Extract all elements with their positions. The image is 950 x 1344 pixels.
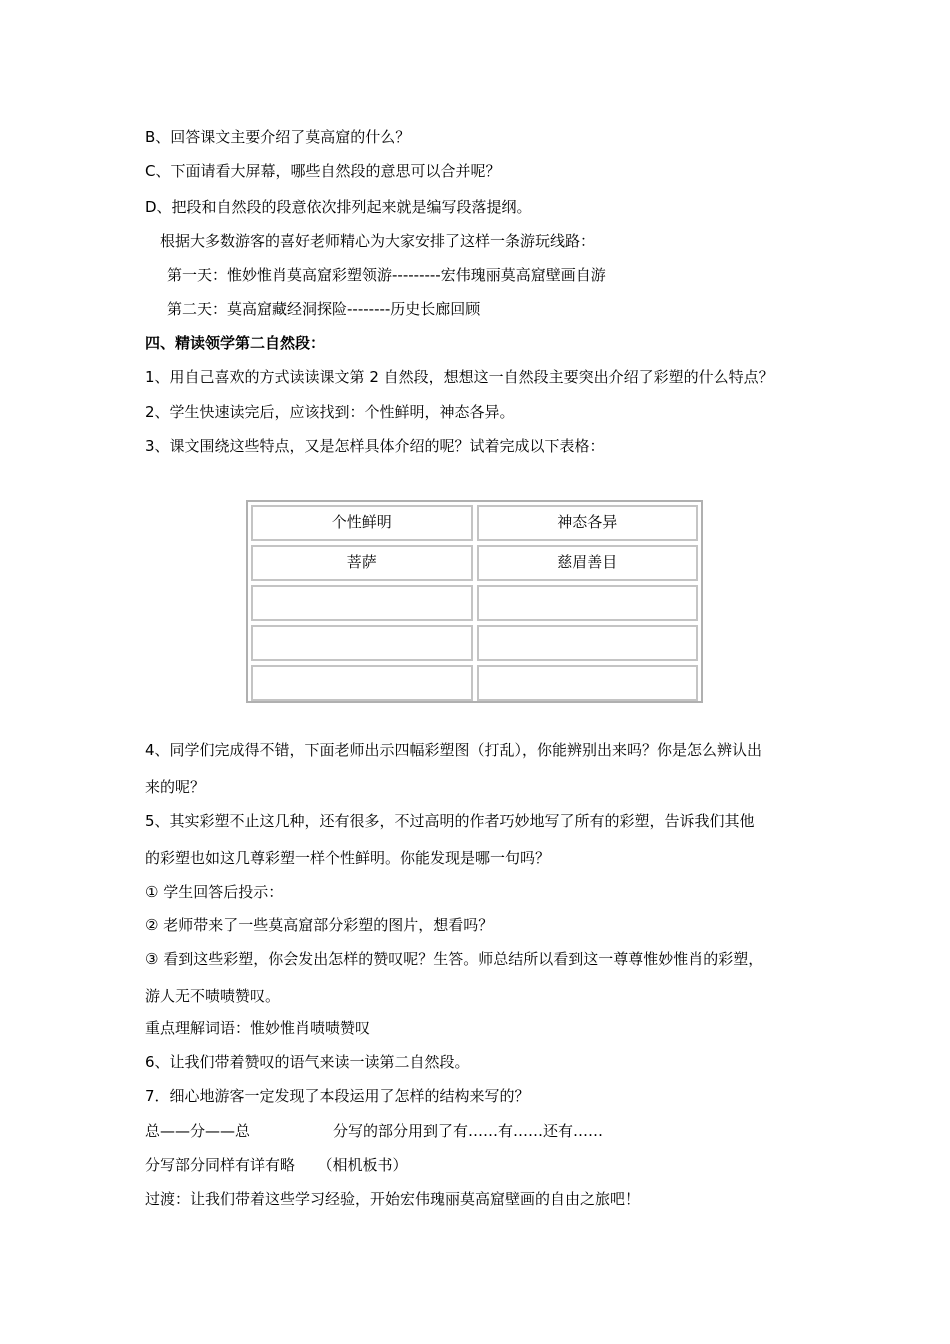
structure-total: 总——分——总: [145, 1122, 251, 1140]
item-7: 7．细心地游客一定发现了本段运用了怎样的结构来写的？: [145, 1087, 530, 1105]
circled-item-2: ② 老师带来了一些莫高窟部分彩塑的图片，想看吗？: [145, 916, 494, 934]
feature-table-grid: [251, 505, 698, 698]
table-cell: [251, 665, 473, 701]
route-day-2: 第二天：莫高窟藏经洞探险--------历史长廊回顾: [167, 300, 481, 318]
detail-note: 分写部分同样有详有略 （相机板书）: [145, 1156, 408, 1174]
item-4-line-1: 4、同学们完成得不错，下面老师出示四幅彩塑图（打乱），你能辨别出来吗？你是怎么辨认出: [145, 741, 763, 759]
route-day-1: 第一天：惟妙惟肖莫高窟彩塑领游---------宏伟瑰丽莫高窟壁画自游: [167, 266, 606, 284]
table-cell: [251, 585, 473, 621]
table-cell: 菩萨: [251, 545, 473, 581]
item-5-line-1: 5、其实彩塑不止这几种，还有很多，不过高明的作者巧妙地写了所有的彩塑，告诉我们其他: [145, 812, 755, 830]
transition: 过渡：让我们带着这些学习经验，开始宏伟瑰丽莫高窟壁画的自由之旅吧！: [145, 1190, 641, 1208]
structure-detail: 分写的部分用到了有……有……还有……: [333, 1122, 604, 1140]
table-header-cell: 神态各异: [477, 505, 699, 541]
step-d: D、把段和自然段的段意依次排列起来就是编写段落提纲。: [145, 198, 532, 216]
feature-table: [246, 500, 703, 703]
circled-item-1: ① 学生回答后投示：: [145, 883, 284, 901]
circled-item-3-line-2: 游人无不啧啧赞叹。: [145, 987, 281, 1005]
step-b: B、回答课文主要介绍了莫高窟的什么？: [145, 128, 411, 146]
key-words: 重点理解词语：惟妙惟肖啧啧赞叹: [145, 1019, 371, 1037]
item-3: 3、课文围绕这些特点，又是怎样具体介绍的呢？试着完成以下表格：: [145, 437, 605, 455]
item-4-line-2: 来的呢？: [145, 778, 206, 796]
circled-item-3-line-1: ③ 看到这些彩塑，你会发出怎样的赞叹呢？生答。师总结所以看到这一尊尊惟妙惟肖的彩塑，: [145, 950, 764, 968]
item-1: 1、用自己喜欢的方式读读课文第 2 自然段，想想这一自然段主要突出介绍了彩塑的什么特点？: [145, 368, 774, 386]
table-cell: [251, 625, 473, 661]
table-cell: [477, 585, 699, 621]
item-6: 6、让我们带着赞叹的语气来读一读第二自然段。: [145, 1053, 470, 1071]
step-c: C、下面请看大屏幕，哪些自然段的意思可以合并呢？: [145, 162, 501, 180]
table-cell: 慈眉善目: [477, 545, 699, 581]
item-5-line-2: 的彩塑也如这几尊彩塑一样个性鲜明。你能发现是哪一句吗？: [145, 849, 551, 867]
item-2: 2、学生快速读完后，应该找到：个性鲜明，神态各异。: [145, 403, 515, 421]
section-heading: 四、精读领学第二自然段：: [145, 334, 326, 352]
table-cell: [477, 665, 699, 701]
route-intro: 根据大多数游客的喜好老师精心为大家安排了这样一条游玩线路：: [160, 232, 596, 250]
table-header-cell: 个性鲜明: [251, 505, 473, 541]
table-cell: [477, 625, 699, 661]
